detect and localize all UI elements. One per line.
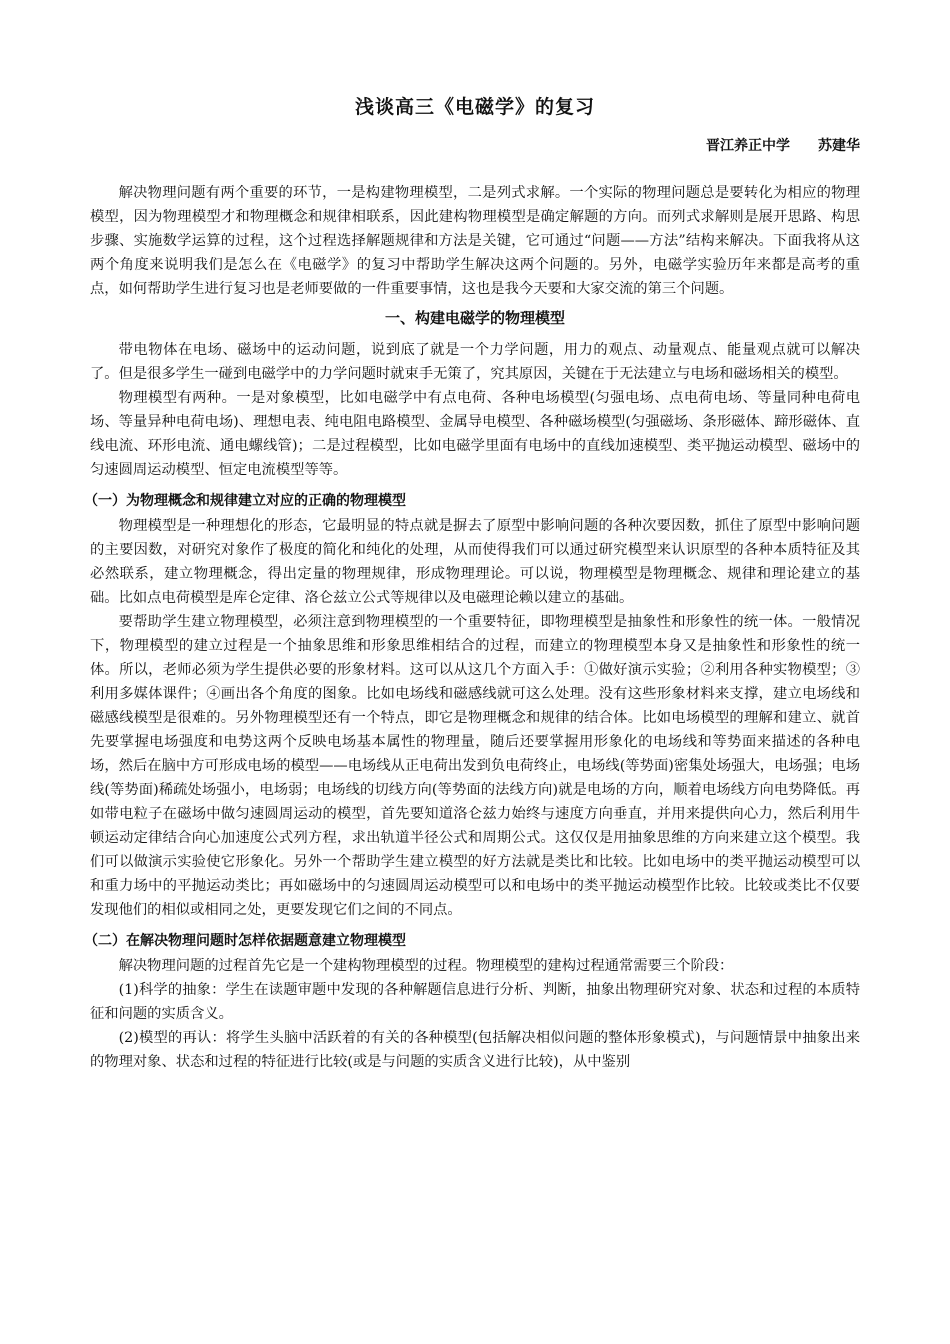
subsection-2-title: （二）在解决物理问题时怎样依据题意建立物理模型: [84, 933, 406, 949]
subsection-2-paragraph-2: (1)科学的抽象：学生在读题审题中发现的各种解题信息进行分析、判断，抽象出物理研究对象、状态和过程的本质特征和问题的实质含义。: [90, 982, 860, 1022]
subsection-2-paragraph-3: (2)模型的再认：将学生头脑中活跃着的有关的各种模型(包括解决相似问题的整体形象模式)，与问题情景中抽象出来的物理对象、状态和过程的特征进行比较(或是与问题的实质含义进行比较)，从中鉴别: [90, 1030, 860, 1070]
section-1-paragraph-2: 物理模型有两种。一是对象模型，比如电磁学中有点电荷、各种电场模型(匀强电场、点电荷电场、等量同种电荷电场、等量异种电荷电场)、理想电表、纯电阻电路模型、金属导电模型、各种磁场模型(匀强磁场、条形磁体、蹄形磁体、直线电流、环形电流、通电螺线管)；二是过程模型，比如电磁学里面有电场中的直线加速模型、类平抛运动模型、磁场中的匀速圆周运动模型、恒定电流模型等等。: [90, 390, 860, 478]
author-line: [90, 135, 860, 155]
document-page: [84, 92, 860, 1074]
section-1-title: 一、构建电磁学的物理模型: [384, 309, 565, 327]
author-name: 苏建华: [818, 138, 860, 154]
subsection-1-paragraph-1: 物理模型是一种理想化的形态，它最明显的特点就是摒去了原型中影响问题的各种次要因数，抓住了原型中影响问题的主要因数，对研究对象作了极度的简化和纯化的处理，从而使得我们可以通过研究模型来认识原型的各种本质特征及其必然联系，建立物理概念，得出定量的物理规律，形成物理理论。可以说，物理模型是物理概念、规律和理论建立的基础。比如点电荷模型是库仑定律、洛仑兹立公式等规律以及电磁理论赖以建立的基础。: [90, 518, 860, 606]
subsection-1-title: （一）为物理概念和规律建立对应的正确的物理模型: [84, 493, 406, 509]
section-1-paragraph-1: 带电物体在电场、磁场中的运动问题，说到底了就是一个力学问题，用力的观点、动量观点、能量观点就可以解决了。但是很多学生一碰到电磁学中的力学问题时就束手无策了，究其原因，关键在于无法建立与电场和磁场相关的模型。: [90, 342, 860, 382]
author-school: 晋江养正中学: [706, 138, 790, 154]
document-title: 浅谈高三《电磁学》的复习: [354, 96, 595, 118]
subsection-1-paragraph-2: 要帮助学生建立物理模型，必须注意到物理模型的一个重要特征，即物理模型是抽象性和形象性的统一体。一般情况下，物理模型的建立过程是一个抽象思维和形象思维相结合的过程，而建立的物理模型本身又是抽象性和形象性的统一体。所以，老师必须为学生提供必要的形象材料。这可以从这几个方面入手：①做好演示实验；②利用各种实物模型；③利用多媒体课件；④画出各个角度的图象。比如电场线和磁感线就可这么处理。没有这些形象材料来支撑，建立电场线和磁感线模型是很难的。另外物理模型还有一个特点，即它是物理概念和规律的结合体。比如电场模型的理解和建立、就首先要掌握电场强度和电势这两个反映电场基本属性的物理量，随后还要掌握用形象化的电场线和等势面来描述的各种电场，然后在脑中方可形成电场的模型——电场线从正电荷出发到负电荷终止，电场线(等势面)密集处场强大，电场强；电场线(等势面)稀疏处场强小，电场弱；电场线的切线方向(等势面的法线方向)就是电场的方向，顺着电场线方向电势降低。再如带电粒子在磁场中做匀速圆周运动的模型，首先要知道洛仑兹力始终与速度方向垂直，并用来提供向心力，然后利用牛顿运动定律结合向心加速度公式列方程，求出轨道半径公式和周期公式。这仅仅是用抽象思维的方向来建立这个模型。我们可以做演示实验使它形象化。另外一个帮助学生建立模型的好方法就是类比和比较。比如电场中的类平抛运动模型可以和重力场中的平抛运动类比；再如磁场中的匀速圆周运动模型可以和电场中的类平抛运动模型作比较。比较或类比不仅要发现他们的相似或相同之处，更要发现它们之间的不同点。: [90, 614, 860, 918]
subsection-2-paragraph-1: 解决物理问题的过程首先它是一个建构物理模型的过程。物理模型的建构过程通常需要三个阶段：: [118, 958, 734, 974]
intro-paragraph: 解决物理问题有两个重要的环节，一是构建物理模型，二是列式求解。一个实际的物理问题总是要转化为相应的物理模型，因为物理模型才和物理概念和规律相联系，因此建构物理模型是确定解题的方向。而列式求解则是展开思路、构思步骤、实施数学运算的过程，这个过程选择解题规律和方法是关键，它可通过“问题——方法”结构来解决。下面我将从这两个角度来说明我们是怎么在《电磁学》的复习中帮助学生解决这两个问题的。另外，电磁学实验历年来都是高考的重点，如何帮助学生进行复习也是老师要做的一件重要事情，这也是我今天要和大家交流的第三个问题。: [90, 185, 860, 297]
